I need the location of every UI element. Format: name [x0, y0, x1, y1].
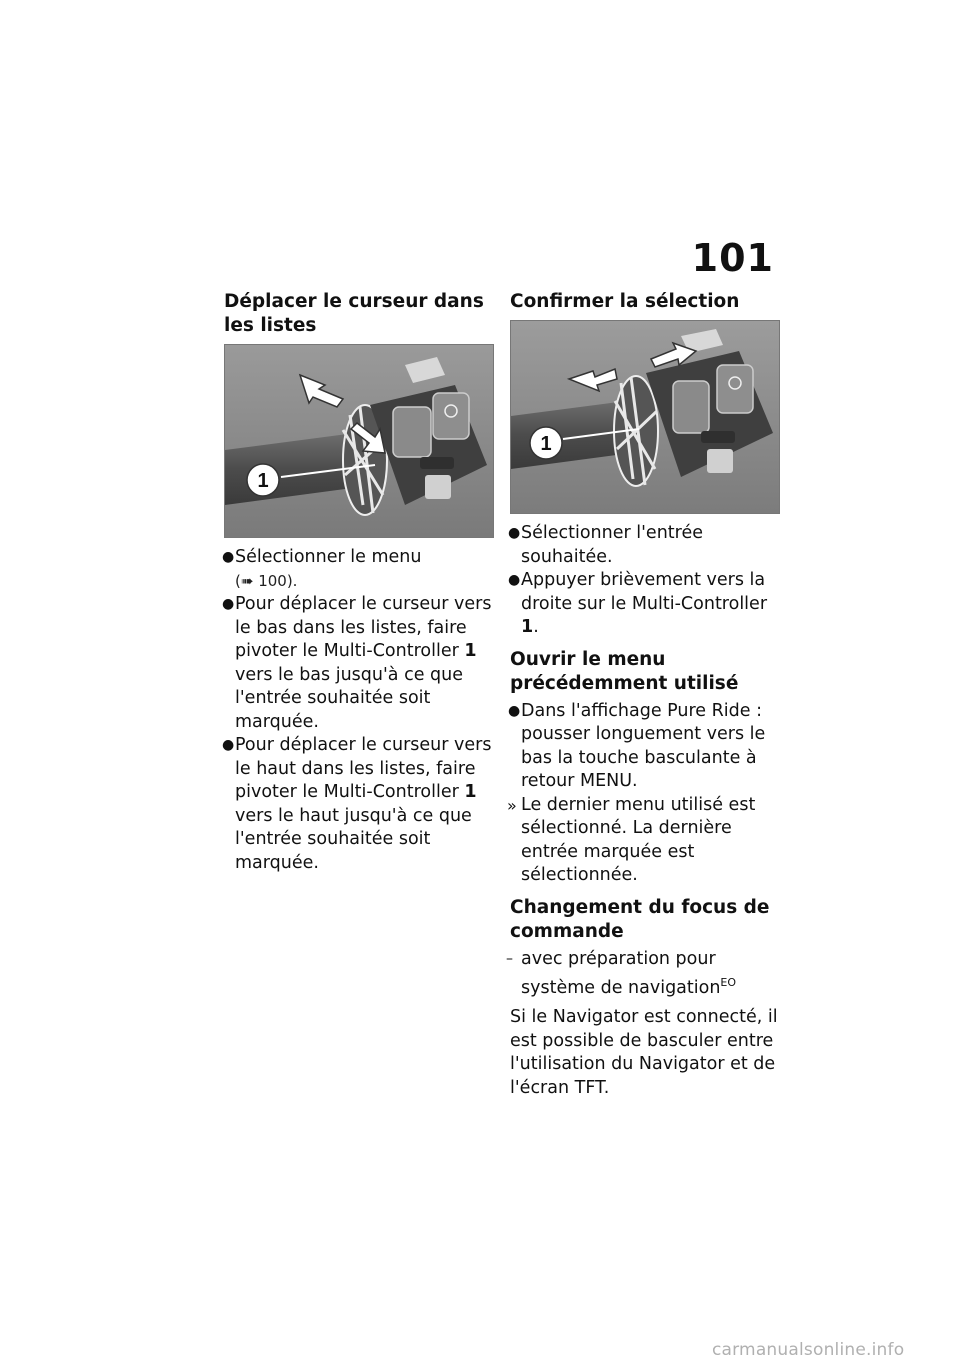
- figure-callout-1: 1: [257, 470, 269, 492]
- handlebar-illustration: [511, 321, 779, 513]
- list-item: ● Appuyer brièvement vers la droite sur le Multi-Controller 1.: [508, 570, 768, 637]
- list-item: ● Pour déplacer le curseur vers le haut dans les listes, faire pivoter le Multi-Controller 1 vers le haut jusqu'à ce que l'entrée souhaitée soit marquée.: [222, 735, 492, 873]
- left-column: [224, 290, 496, 875]
- page-number: 101: [691, 236, 774, 280]
- condition-item: – avec préparation pour système de navigation$^{EO}$: [506, 948, 737, 998]
- heading-open-previous-menu: Ouvrir le menu précédemment utilisé: [510, 648, 739, 694]
- bullet-dot-icon: ●: [222, 549, 235, 565]
- heading-confirm-selection: Confirmer la sélection: [510, 291, 740, 312]
- condition-list: [506, 948, 785, 1001]
- result-arrow-icon: »: [507, 795, 517, 815]
- right-column: [506, 290, 785, 1100]
- list-item: ● Sélectionner le menu (➠ 100).: [222, 547, 422, 590]
- bullet-dot-icon: ●: [508, 702, 521, 719]
- handlebar-illustration: [225, 345, 493, 537]
- dash-icon: –: [506, 950, 513, 967]
- bullet-dot-icon: ●: [508, 572, 521, 588]
- bullet-dot-icon: ●: [222, 596, 235, 612]
- figure-callout-1: 1: [540, 433, 552, 455]
- list-item: ● Sélectionner l'entrée souhaitée.: [508, 523, 703, 567]
- steps-list-previous-menu: [507, 700, 785, 888]
- steps-list-confirm: [510, 522, 785, 640]
- figure-multi-controller-push: [510, 320, 780, 514]
- list-item: ● Pour déplacer le curseur vers le bas dans les listes, faire pivoter le Multi-Controller 1 vers le bas jusqu'à ce que l'entrée souhaitée soit marquée.: [222, 594, 492, 732]
- bullet-dot-icon: ●: [222, 737, 235, 753]
- result-item: » Le dernier menu utilisé est sélectionné. La dernière entrée marquée est sélectionnée.: [507, 794, 756, 885]
- footer-watermark: carmanualsonline.info: [712, 1340, 905, 1360]
- paragraph-navigator: Si le Navigator est connecté, il est possible de basculer entre l'utilisation du Navigator et de l'écran TFT.: [510, 1007, 778, 1098]
- bullet-dot-icon: ●: [508, 525, 521, 541]
- list-item: ● Dans l'affichage Pure Ride : pousser longuement vers le bas la touche basculante à retour MENU.: [508, 700, 766, 791]
- heading-change-focus: Changement du focus de commande: [510, 896, 770, 942]
- steps-list-left: [224, 546, 496, 875]
- page-reference: (➠ 100).: [235, 571, 298, 590]
- figure-multi-controller-rotate: [224, 344, 494, 538]
- heading-move-cursor: Déplacer le curseur dans les listes: [224, 291, 484, 336]
- equipment-code: EO: [720, 976, 737, 989]
